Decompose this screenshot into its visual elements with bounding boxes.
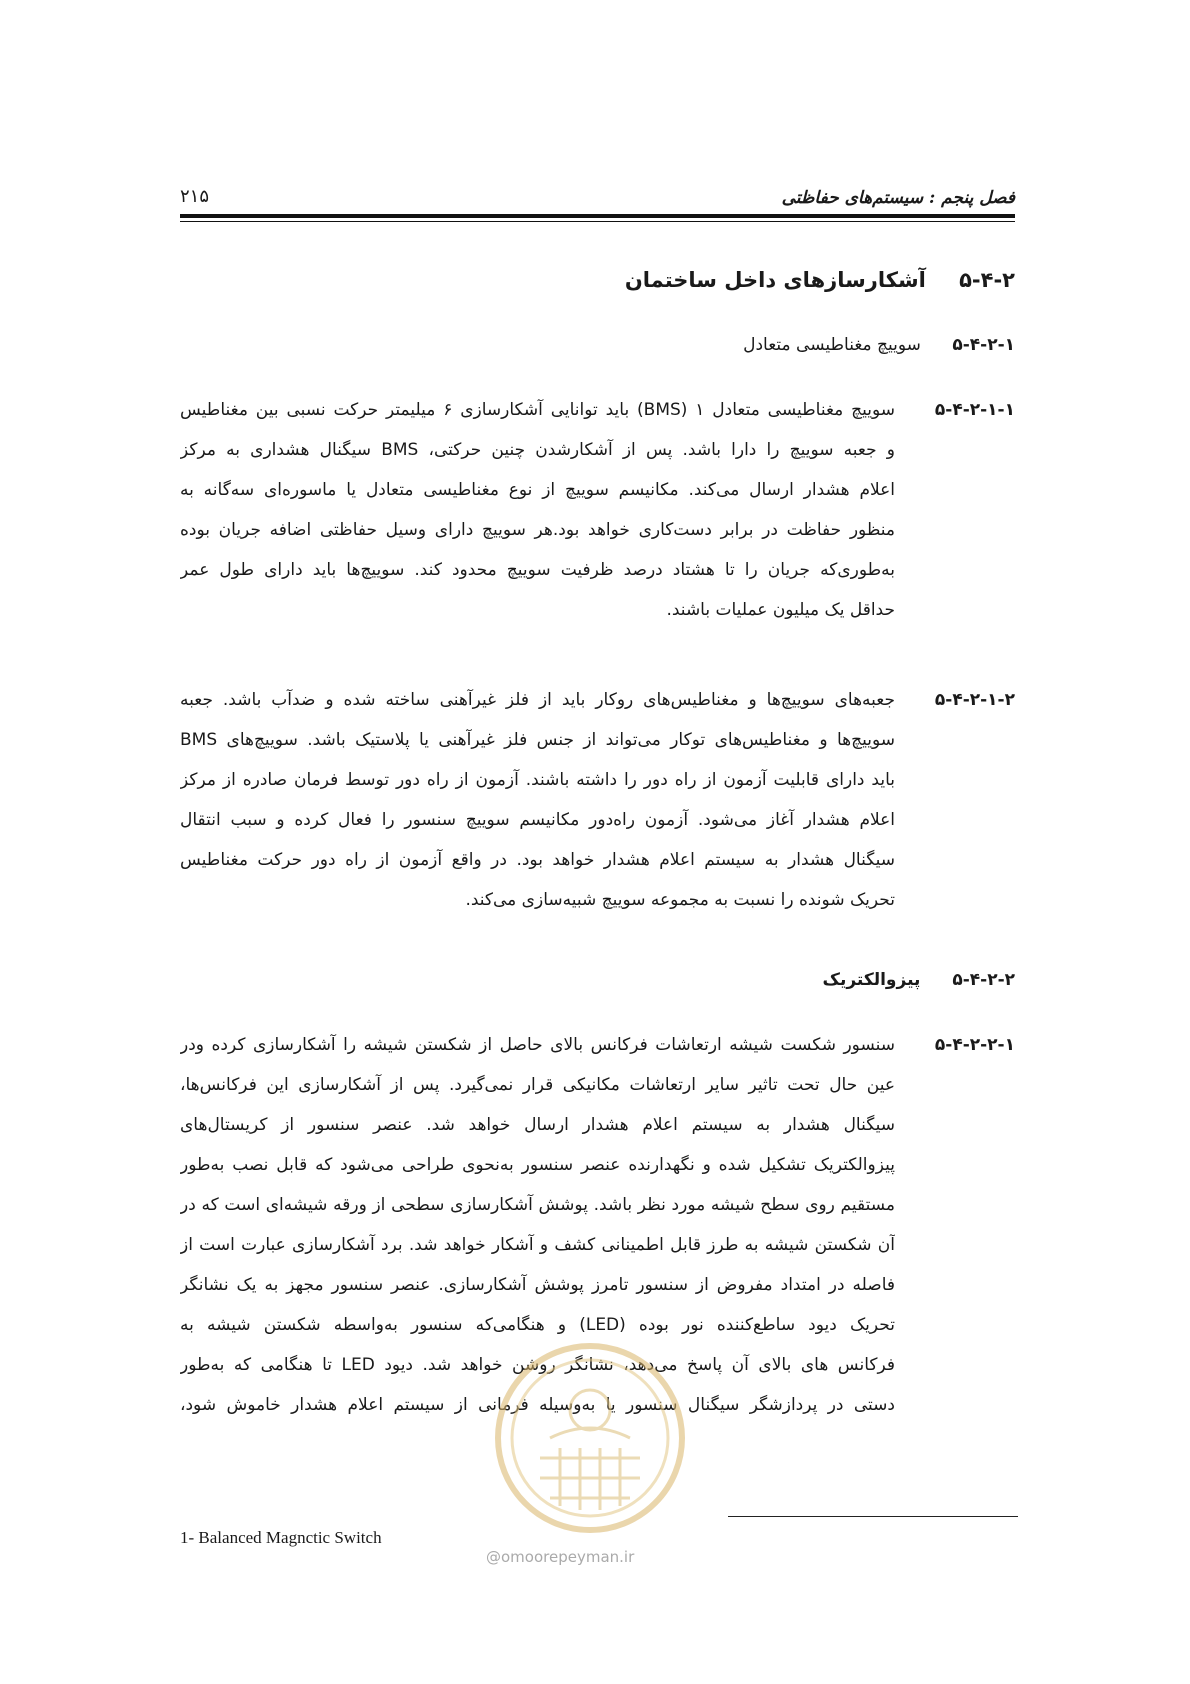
subsection2-heading xyxy=(823,970,1015,990)
section-heading xyxy=(625,268,1015,292)
paragraph-line: مستقیم روی سطح شیشه مورد نظر باشد. پوشش آشکارسازی سطحی از ورقه شیشه‌ای است که در xyxy=(180,1195,895,1215)
footnote: 1- Balanced Magnctic Switch xyxy=(180,1528,382,1547)
footnote-rule xyxy=(728,1516,1018,1517)
paragraph-2-body xyxy=(180,680,1015,920)
subsection1-number: ۵-۴-۲-۱ xyxy=(952,335,1015,355)
chapter-title: فصل پنجم : سیستم‌های حفاظتی xyxy=(781,188,1015,208)
paragraph-line: فرکانس های بالای آن پاسخ می‌دهد، نشانگر روشن خواهد شد. دیود LED تا هنگامی که به‌طور xyxy=(180,1355,895,1375)
page-number: ۲۱۵ xyxy=(180,186,210,207)
paragraph-line: تحریک شونده را نسبت به مجموعه سوییچ شبیه‌سازی می‌کند. xyxy=(465,890,895,910)
subsection1-heading xyxy=(743,335,1015,355)
watermark-url: @omoorepeyman.ir xyxy=(486,1548,635,1566)
paragraph-line: فاصله در امتداد مفروض از سنسور تامرز پوشش آشکارسازی. عنصر سنسور مجهز به یک نشانگر xyxy=(180,1275,895,1295)
paragraph-line: سوییچ‌ها و مغناطیس‌های توکار می‌تواند از جنس فلز غیرآهنی یا پلاستیک باشد. سوییچ‌های BMS xyxy=(180,730,895,750)
subsection2-title: پیزوالکتریک xyxy=(822,970,921,990)
paragraph-line: دستی در پردازشگر سیگنال سنسور یا به‌وسیله فرمانی از سیستم اعلام هشدار خاموش شود، xyxy=(180,1395,895,1415)
paragraph-line: و جعبه سوییچ را دارا باشد. پس از آشکارشدن چنین حرکتی، BMS سیگنال هشداری به مرکز xyxy=(180,440,895,460)
paragraph-1-body xyxy=(180,390,1015,630)
paragraph-line: عین حال تحت تاثیر سایر ارتعاشات مکانیکی قرار نمی‌گیرد. پس از آشکارسازی این فرکانس‌ها، xyxy=(180,1075,895,1095)
paragraph-2-number: ۵-۴-۲-۱-۲ xyxy=(934,690,1015,710)
paragraph-line: جعبه‌های سوییچ‌ها و مغناطیس‌های روکار باید از فلز غیرآهنی ساخته شده و ضدآب باشد. جعبه xyxy=(180,690,895,710)
paragraph-1 xyxy=(180,390,1015,630)
subsection2-number: ۵-۴-۲-۲ xyxy=(952,970,1015,990)
section-number: ۵-۴-۲ xyxy=(959,268,1015,292)
paragraph-line: باید دارای قابلیت آزمون از راه دور را داشته باشند. آزمون از راه دور توسط فرمان صادره از مرکز xyxy=(180,770,895,790)
paragraph-line: سیگنال هشدار به سیستم اعلام هشدار ارسال خواهد شد. عنصر سنسور از کریستال‌های xyxy=(180,1115,895,1135)
paragraph-line: سنسور شکست شیشه ارتعاشات فرکانس بالای حاصل از شکستن شیشه را آشکارسازی کرده ودر xyxy=(180,1035,895,1055)
paragraph-line: آن شکستن شیشه به طرز قابل اطمینانی کشف و آشکار خواهد شد. برد آشکارسازی عبارت است از xyxy=(180,1235,895,1255)
paragraph-line: به‌طوری‌که جریان را تا هشتاد درصد ظرفیت سوییچ محدود کند. سوییچ‌ها باید دارای طول عمر xyxy=(180,560,895,580)
paragraph-line: اعلام هشدار ارسال می‌کند. مکانیسم سوییچ از نوع مغناطیسی متعادل یا ماسوره‌ای سه‌گانه به xyxy=(180,480,895,500)
header-rule-thick xyxy=(180,214,1015,218)
section-title: آشکارسازهای داخل ساختمان xyxy=(624,268,926,292)
subsection1-title: سوییچ مغناطیسی متعادل xyxy=(743,335,921,355)
paragraph-line: پیزوالکتریک تشکیل شده و نگهدارنده عنصر سنسور به‌نحوی طراحی می‌شود که قابل نصب به‌طور xyxy=(180,1155,895,1175)
paragraph-2 xyxy=(180,680,1015,920)
paragraph-line: سیگنال هشدار به سیستم اعلام هشدار خواهد بود. در واقع آزمون از راه دور حرکت مغناطیس xyxy=(180,850,895,870)
paragraph-3-number: ۵-۴-۲-۲-۱ xyxy=(934,1035,1015,1055)
paragraph-1-number: ۵-۴-۲-۱-۱ xyxy=(934,400,1015,420)
watermark-seal-icon xyxy=(490,1338,690,1538)
paragraph-line: منظور حفاظت در برابر دست‌کاری خواهد بود.هر سوییچ دارای وسیل حفاظتی اضافه جریان بوده xyxy=(180,520,895,540)
paragraph-line: حداقل یک میلیون عملیات باشند. xyxy=(666,600,895,620)
paragraph-line: تحریک دیود ساطع‌کننده نور بوده (LED) و هنگامی‌که سنسور به‌واسطه شکستن شیشه به xyxy=(180,1315,895,1335)
paragraph-line: اعلام هشدار آغاز می‌شود. آزمون راه‌دور مکانیسم سوییچ سنسور را فعال کرده و سبب انتقال xyxy=(180,810,895,830)
paragraph-line: سوییچ مغناطیسی متعادل ۱ (BMS) باید توانایی آشکارسازی ۶ میلیمتر حرکت نسبی بین مغناطیس xyxy=(180,400,895,420)
header-rule-thin xyxy=(180,221,1015,222)
